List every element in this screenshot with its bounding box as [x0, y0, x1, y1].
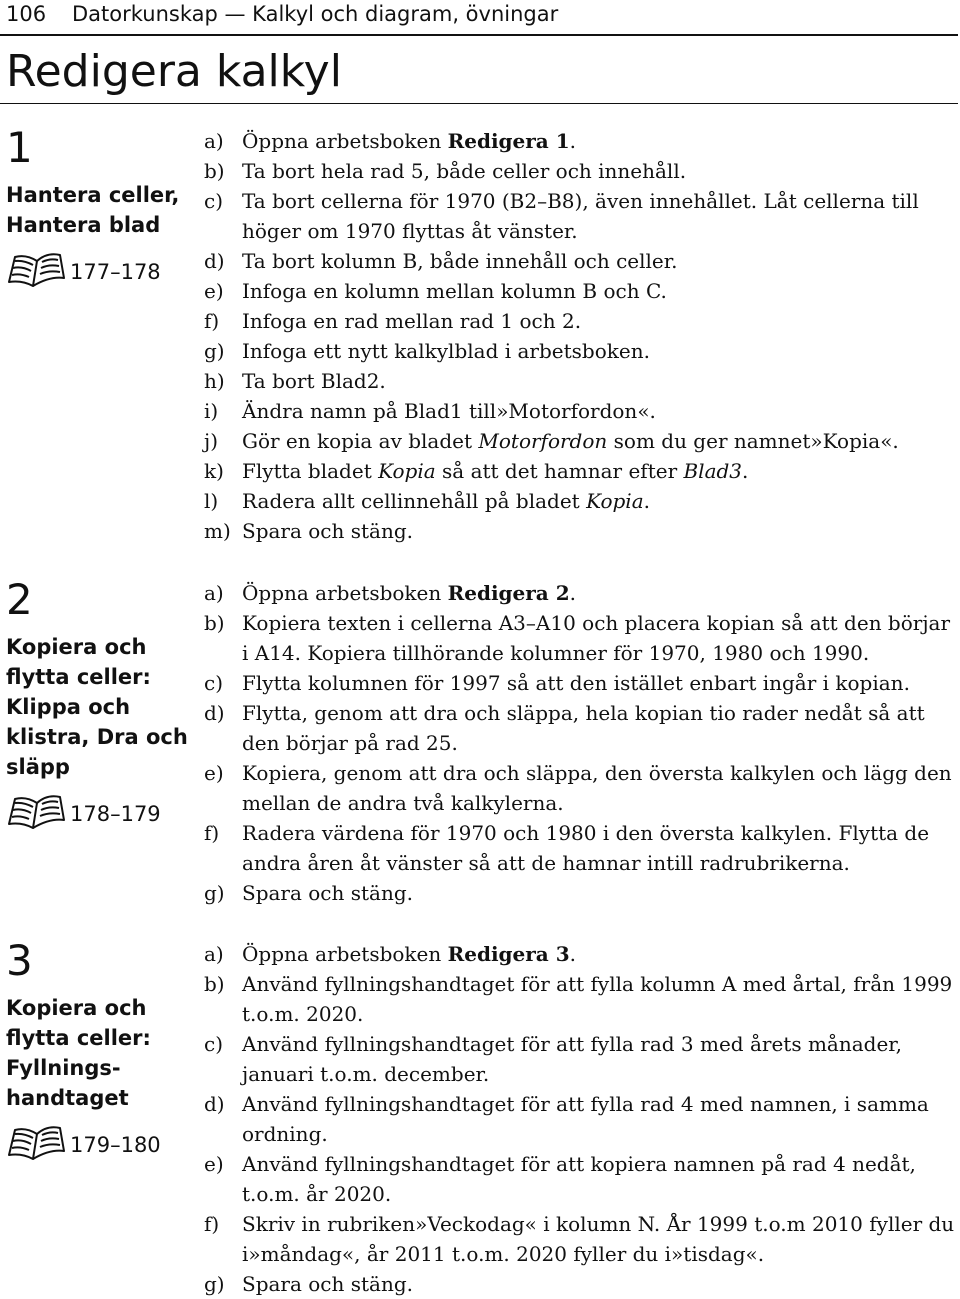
- exercise-sidebar: [6, 575, 188, 832]
- exercise-sidebar: [6, 123, 186, 290]
- sheet-name: Kopia: [378, 459, 436, 483]
- task-letter: f): [204, 309, 220, 333]
- task-letter: f): [204, 1212, 220, 1236]
- sheet-name: Motorfordon: [478, 429, 608, 453]
- workbook-name: Redigera 1: [447, 129, 570, 153]
- exercise-topic: Hantera celler,: [6, 183, 180, 207]
- reference-pages: 179–180: [70, 1133, 161, 1157]
- task-item: g) Spara och stäng.: [204, 1269, 960, 1299]
- task-item: b) Kopiera texten i cellerna A3–A10 och placera kopian så att den börjar i A14. Kopiera tillhörande kolumner för 1970, 1980 och 1990.: [204, 608, 960, 668]
- task-letter: g): [204, 881, 225, 905]
- task-letter: e): [204, 761, 224, 785]
- task-letter: b): [204, 159, 225, 183]
- task-item: m) Spara och stäng.: [204, 516, 960, 546]
- task-letter: d): [204, 701, 225, 725]
- task-list: [204, 578, 960, 908]
- task-item: i) Ändra namn på Blad1 till»Motorfordon«.: [204, 396, 960, 426]
- task-item: g) Infoga ett nytt kalkylblad i arbetsboken.: [204, 336, 960, 366]
- task-item: g) Spara och stäng.: [204, 878, 960, 908]
- task-item: a) Öppna arbetsboken Redigera 1.: [204, 126, 960, 156]
- task-letter: a): [204, 129, 224, 153]
- task-list: [204, 126, 960, 546]
- task-item: b) Ta bort hela rad 5, både celler och innehåll.: [204, 156, 960, 186]
- task-item: f) Skriv in rubriken»Veckodag« i kolumn N. År 1999 t.o.m 2010 fyller du i»måndag«, år 2011 t.o.m. 2020 fyller du i»tisdag«.: [204, 1209, 960, 1269]
- task-item: c) Använd fyllningshandtaget för att fylla rad 3 med årets månader, januari t.o.m. december.: [204, 1029, 960, 1089]
- open-book-icon: [6, 1121, 68, 1161]
- task-item: a) Öppna arbetsboken Redigera 3.: [204, 939, 960, 969]
- task-letter: e): [204, 1152, 224, 1176]
- task-letter: d): [204, 249, 225, 273]
- open-book-icon: [6, 790, 68, 830]
- sheet-name: Blad3: [683, 459, 743, 483]
- task-item: b) Använd fyllningshandtaget för att fylla kolumn A med årtal, från 1999 t.o.m. 2020.: [204, 969, 960, 1029]
- task-letter: c): [204, 1032, 224, 1056]
- task-item: d) Flytta, genom att dra och släppa, hela kopian tio rader nedåt så att den börjar på rad 25.: [204, 698, 960, 758]
- exercise-topic: Kopiera och: [6, 996, 147, 1020]
- exercise-topic: Klippa och: [6, 695, 131, 719]
- task-item: e) Använd fyllningshandtaget för att kopiera namnen på rad 4 nedåt, t.o.m. år 2020.: [204, 1149, 960, 1209]
- book-reference: [6, 248, 186, 290]
- workbook-name: Redigera 2: [447, 581, 570, 605]
- exercise-topic: Fyllnings-: [6, 1056, 121, 1080]
- workbook-name: Redigera 3: [447, 942, 570, 966]
- exercise-topic: Kopiera och: [6, 635, 147, 659]
- task-item: e) Kopiera, genom att dra och släppa, den översta kalkylen och lägg den mellan de andra två kalkylerna.: [204, 758, 960, 818]
- task-letter: k): [204, 459, 224, 483]
- task-item: d) Använd fyllningshandtaget för att fylla rad 4 med namnen, i samma ordning.: [204, 1089, 960, 1149]
- task-letter: i): [204, 399, 219, 423]
- header-title: Datorkunskap — Kalkyl och diagram, övningar: [72, 2, 559, 26]
- task-letter: a): [204, 942, 224, 966]
- title-rule: [0, 103, 958, 104]
- task-letter: m): [204, 519, 231, 543]
- task-letter: c): [204, 671, 224, 695]
- exercise-number: 2: [6, 575, 33, 624]
- exercise-number: 3: [6, 936, 33, 985]
- task-letter: d): [204, 1092, 225, 1116]
- reference-pages: 177–178: [70, 260, 161, 284]
- exercise-sidebar: [6, 936, 186, 1163]
- task-letter: g): [204, 339, 225, 363]
- page-number: 106: [6, 2, 47, 26]
- task-list: [204, 939, 960, 1299]
- exercise-topic: släpp: [6, 755, 70, 779]
- task-item: f) Radera värdena för 1970 och 1980 i den översta kalkylen. Flytta de andra åren åt vänster så att de hamnar intill radrubrikerna.: [204, 818, 960, 878]
- task-letter: c): [204, 189, 224, 213]
- task-letter: g): [204, 1272, 225, 1296]
- task-item: f) Infoga en rad mellan rad 1 och 2.: [204, 306, 960, 336]
- task-item: k) Flytta bladet Kopia så att det hamnar efter Blad3.: [204, 456, 960, 486]
- task-letter: f): [204, 821, 220, 845]
- task-letter: b): [204, 611, 225, 635]
- task-item: d) Ta bort kolumn B, både innehåll och celler.: [204, 246, 960, 276]
- exercise-topic: Hantera blad: [6, 213, 161, 237]
- book-reference: [6, 790, 186, 832]
- task-letter: b): [204, 972, 225, 996]
- task-item: c) Ta bort cellerna för 1970 (B2–B8), även innehållet. Låt cellerna till höger om 1970 flyttas åt vänster.: [204, 186, 960, 246]
- book-reference: [6, 1121, 186, 1163]
- task-letter: l): [204, 489, 219, 513]
- task-item: c) Flytta kolumnen för 1997 så att den istället enbart ingår i kopian.: [204, 668, 960, 698]
- task-letter: j): [204, 429, 219, 453]
- task-item: h) Ta bort Blad2.: [204, 366, 960, 396]
- task-letter: h): [204, 369, 225, 393]
- exercise-topic: klistra, Dra och: [6, 725, 188, 749]
- page-title: Redigera kalkyl: [6, 46, 342, 97]
- exercise-topic: handtaget: [6, 1086, 129, 1110]
- exercise-number: 1: [6, 123, 33, 172]
- task-item: a) Öppna arbetsboken Redigera 2.: [204, 578, 960, 608]
- reference-pages: 178–179: [70, 802, 161, 826]
- task-item: j) Gör en kopia av bladet Motorfordon som du ger namnet»Kopia«.: [204, 426, 960, 456]
- sheet-name: Kopia: [586, 489, 644, 513]
- running-head: [0, 0, 958, 36]
- task-item: e) Infoga en kolumn mellan kolumn B och C.: [204, 276, 960, 306]
- exercise-topic: flytta celler:: [6, 665, 151, 689]
- task-item: l) Radera allt cellinnehåll på bladet Kopia.: [204, 486, 960, 516]
- task-letter: e): [204, 279, 224, 303]
- task-letter: a): [204, 581, 224, 605]
- open-book-icon: [6, 248, 68, 288]
- exercise-topic: flytta celler:: [6, 1026, 151, 1050]
